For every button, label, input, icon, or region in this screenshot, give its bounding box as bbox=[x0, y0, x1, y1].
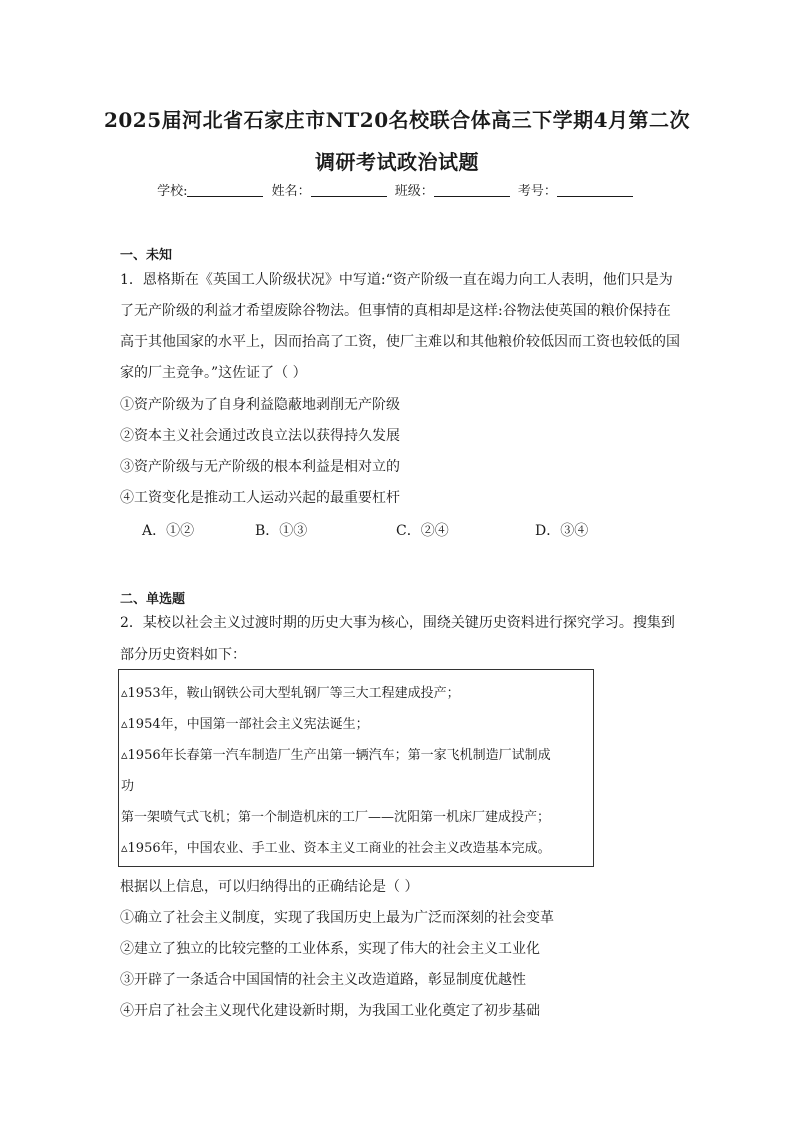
question1-statement: ①资产阶级为了自身利益隐蔽地剥削无产阶级 bbox=[120, 397, 400, 413]
material-item: ▵1956年，中国农业、手工业、资本主义工商业的社会主义改造基本完成。 bbox=[121, 841, 551, 856]
question1-line: 1．恩格斯在《英国工人阶级状况》中写道:“资产阶级一直在竭力向工人表明，他们只是为 bbox=[120, 272, 673, 288]
section-heading-unknown: 一、未知 bbox=[120, 248, 173, 263]
material-item: 功 bbox=[121, 779, 135, 794]
exam-number-label: 考号： bbox=[517, 184, 557, 199]
exam-title-line1: 2025届河北省石家庄市NT20名校联合体高三下学期4月第二次 bbox=[103, 108, 691, 132]
question1-statement: ④工资变化是推动工人运动兴起的最重要杠杆 bbox=[120, 490, 400, 506]
material-item: 第一架喷气式飞机；第一个制造机床的工厂——沈阳第一机床厂建成投产； bbox=[121, 810, 551, 825]
question1-line: 了无产阶级的利益才希望废除谷物法。但事情的真相却是这样:谷物法使英国的粮价保持在 bbox=[120, 303, 671, 319]
student-info-row bbox=[0, 180, 794, 199]
question2-statement: ①确立了社会主义制度，实现了我国历史上最为广泛而深刻的社会变革 bbox=[120, 910, 554, 926]
question1-line: 高于其他国家的水平上，因而抬高了工资，使厂主难以和其他粮价较低因而工资也较低的国 bbox=[120, 334, 680, 350]
question2-prompt: 根据以上信息，可以归纳得出的正确结论是（ ） bbox=[120, 879, 419, 895]
section-heading-single-choice: 二、单选题 bbox=[120, 592, 186, 607]
option-b[interactable]: B．①③ bbox=[255, 523, 308, 539]
question1-statement: ②资本主义社会通过改良立法以获得持久发展 bbox=[120, 428, 400, 444]
option-a[interactable]: A．①② bbox=[142, 523, 195, 539]
material-item: ▵1954年，中国第一部社会主义宪法诞生； bbox=[121, 717, 369, 732]
option-c[interactable]: C．②④ bbox=[396, 523, 449, 539]
question2-statement: ④开启了社会主义现代化建设新时期，为我国工业化奠定了初步基础 bbox=[120, 1003, 540, 1019]
exam-title-line2: 调研考试政治试题 bbox=[315, 150, 479, 174]
school-label: 学校: bbox=[157, 184, 188, 199]
question2-statement: ②建立了独立的比较完整的工业体系，实现了伟大的社会主义工业化 bbox=[120, 941, 540, 957]
question1-statement: ③资产阶级与无产阶级的根本利益是相对立的 bbox=[120, 459, 400, 475]
question1-line: 家的厂主竞争。”这佐证了（ ） bbox=[120, 365, 307, 381]
question2-line: 部分历史资料如下： bbox=[120, 647, 246, 663]
question2-line: 2．某校以社会主义过渡时期的历史大事为核心，围绕关键历史资料进行探究学习。搜集到 bbox=[120, 615, 675, 631]
material-item: ▵1956年长春第一汽车制造厂生产出第一辆汽车；第一家飞机制造厂试制成 bbox=[121, 748, 551, 763]
class-blank bbox=[434, 184, 510, 197]
exam-number-blank bbox=[557, 184, 633, 197]
option-d[interactable]: D．③④ bbox=[535, 523, 589, 539]
school-blank bbox=[187, 184, 263, 197]
class-label: 班级： bbox=[394, 184, 434, 199]
name-blank bbox=[311, 184, 387, 197]
question1-options bbox=[142, 520, 642, 540]
material-item: ▵1953年，鞍山钢铁公司大型轧钢厂等三大工程建成投产； bbox=[121, 686, 460, 701]
question2-statement: ③开辟了一条适合中国国情的社会主义改造道路，彰显制度优越性 bbox=[120, 972, 526, 988]
name-label: 姓名： bbox=[271, 184, 311, 199]
